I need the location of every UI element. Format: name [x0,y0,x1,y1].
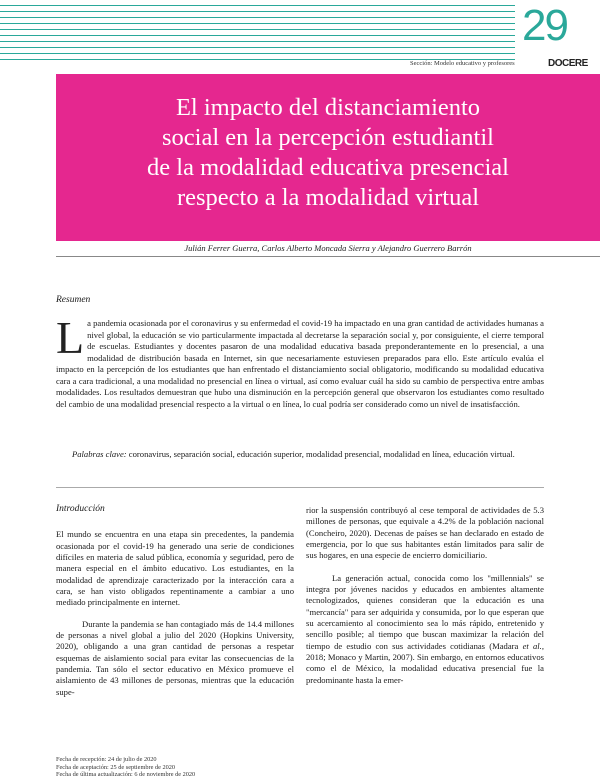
publication-dates [56,756,195,779]
right-column [306,505,544,686]
introduction-heading: Introducción [56,504,105,514]
keywords-label: Palabras clave: [72,449,127,459]
accepted-date: Fecha de aceptación: 25 de septiembre de 2020 [56,763,176,771]
divider [56,487,544,488]
paragraph-text: La generación actual, conocida como los "millennials" se integra por jóvenes nacidos y educados en ambientes altamente tecnologizados, quienes consideran que la educación es una "mercancía" para ser adquirida y consumida, por lo que esperan que su acercamiento al conocimiento sea lo más rápido, entretenido y sencillo posible; al tiempo que buscan maximizar la relación del tiempo de estudio con sus actividades cotidianas (Madara [306,572,544,651]
paragraph [306,573,544,686]
title-line: social en la percepción estudiantil [162,124,494,151]
paragraph: El mundo se encuentra en una etapa sin precedentes, la pandemia ocasionada por el covid-19 ha generado una serie de condiciones difíciles en materia de salud pública, economía y seguridad, pero de manera especial en el ámbito educativo. Los estudiantes, en la modalidad de aprendizaje caracterizado por la interacción cara a cara, se han visto obligados repentinamente a cambiar a uno mediado principalmente en internet. [56,529,294,608]
issue-number: 29 [522,1,567,50]
left-column [56,504,294,698]
journal-logo: DOCERE [548,58,588,69]
drop-cap: L [56,312,85,363]
section-label: Sección: Modelo educativo y profesores [410,60,515,67]
updated-date: Fecha de última actualización: 6 de noviembre de 2020 [56,771,196,779]
authors: Julián Ferrer Guerra, Carlos Alberto Moncada Sierra y Alejandro Guerrero Barrón [184,243,472,253]
paragraph-text: , 2018; Monaco y Martin, 2007). Sin embargo, en entornos educativos como el de México, la modalidad educativa presencial fue la predominante hasta la emer- [306,640,544,685]
paragraph: Durante la pandemia se han contagiado más de 14.4 millones de personas a nivel global a julio del 2020 (Hopkins University, 2020), obligando a una gran cantidad de personas a respetar esquemas de aislamiento social para evitar las consecuencias de la pandemia. Tan sólo el sector educativo en México promueve el aislamiento de 43 millones de personas, mientras que la educación supe- [56,618,294,697]
paragraph: rior la suspensión contribuyó al cese temporal de actividades de 5.3 millones de personas, que equivale a 4.2% de la población nacional (Concheiro, 2020). Decenas de países se han declarado en estado de emergencia, por lo que sus habitantes están limitados para salir de sus hogares, en una especie de encierro domiciliario. [306,505,544,561]
title-line: respecto a la modalidad virtual [176,184,480,211]
abstract-text: a pandemia ocasionada por el coronavirus y su enfermedad el covid-19 ha impactado en una gran cantidad de actividades humanas a nivel global, la educación se vio particularmente impactada al decretarse la separación social y, por consiguiente, el cierre temporal de escuelas. Estudiantes y docentes pasaron de una modalidad educativa basada preponderantemente en lo presencial, a una modalidad de distribución basada en Internet, sin que necesariamente estuviesen preparados para ello. Este artículo evalúa el impacto en la percepción de los estudiantes que han enfrentado el distanciamiento social obligatorio, modificando su modalidad educativa cara a cara tradicional, a una modalidad no presencial en línea o virtual, así como evaluar cuál ha sido su cambio de perspectiva entre ambas modalidades. Los resultados demuestran que hubo una disminución en la percepción general que observaron los estudiantes como resultado del cambio de una modalidad presencial respecto a la virtual o en línea, lo cual podría ser considerado como un nivel de insatisfacción. [56,318,544,409]
header-stripes [0,0,515,64]
title-line: El impacto del distanciamiento [175,94,481,121]
abstract-body [56,312,544,410]
article-title [56,93,600,213]
divider [56,256,600,257]
received-date: Fecha de recepción: 24 de julio de 2020 [56,756,157,763]
keywords [56,449,544,461]
title-line: de la modalidad educativa presencial [147,154,509,181]
citation-italic: et al. [522,640,542,651]
keywords-text: coronavirus, separación social, educación superior, modalidad presencial, modalidad en línea, educación virtual. [126,449,515,459]
title-banner [56,74,600,241]
abstract-heading: Resumen [56,295,91,305]
